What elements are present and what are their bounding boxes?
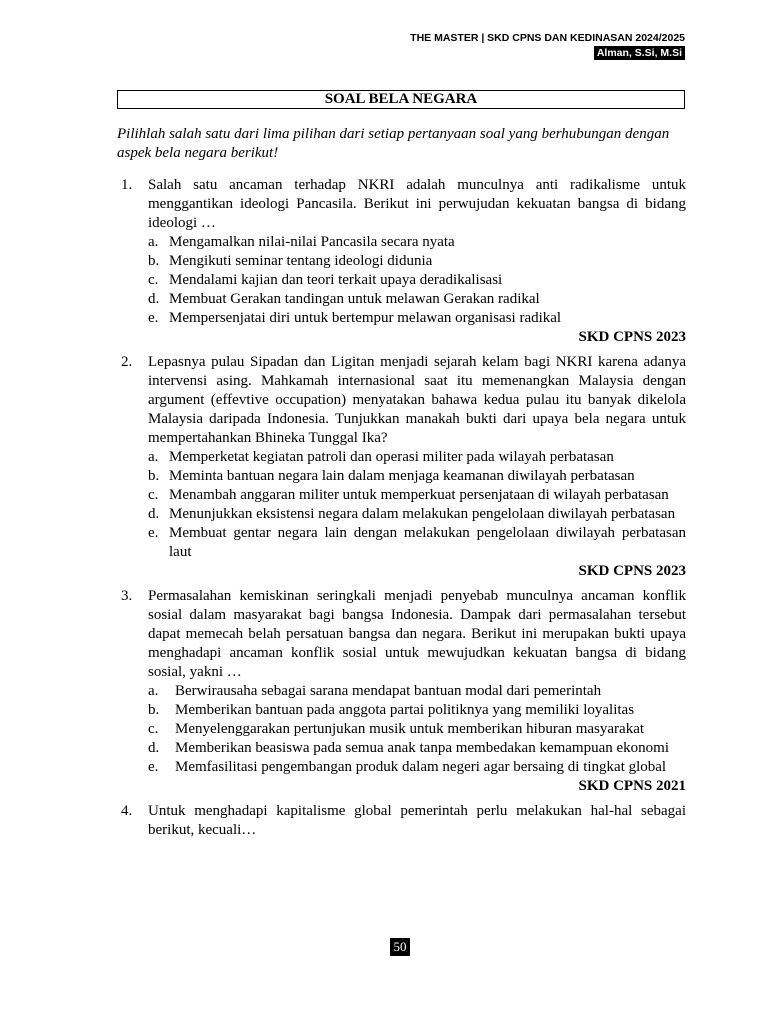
question-number: 2. <box>121 354 133 370</box>
question-text: Permasalahan kemiskinan seringkali menjadi penyebab munculnya ancaman konflik sosial dalam masyarakat bagi bangsa Indonesia. Dampak dari permasalahan tersebut dapat memecah belah persatuan bangsa dan negara. Berikut ini merupakan bukti upaya menghadapi ancaman konflik sosial untuk mewujudkan kekuatan bangsa di bidang sosial, yakni … <box>148 588 686 680</box>
option-text: Mendalami kajian dan teori terkait upaya deradikalisasi <box>169 272 503 288</box>
option-e[interactable] <box>148 758 686 777</box>
question-4 <box>117 802 686 840</box>
question-source: SKD CPNS 2023 <box>578 329 686 345</box>
option-c[interactable] <box>148 486 686 505</box>
option-e[interactable] <box>148 309 686 328</box>
option-d[interactable] <box>148 739 686 758</box>
header-title: THE MASTER | SKD CPNS DAN KEDINASAN 2024/2025 <box>410 32 685 44</box>
option-letter: e. <box>148 759 159 775</box>
option-list <box>148 233 686 328</box>
option-text: Mempersenjatai diri untuk bertempur melawan organisasi radikal <box>169 310 562 326</box>
option-letter: b. <box>148 253 160 269</box>
option-letter: e. <box>148 525 159 541</box>
option-text: Memberikan bantuan pada anggota partai politiknya yang memiliki loyalitas <box>175 702 635 718</box>
option-a[interactable] <box>148 448 686 467</box>
option-text: Mengikuti seminar tentang ideologi didunia <box>169 253 433 269</box>
option-letter: e. <box>148 310 159 326</box>
option-letter: c. <box>148 721 159 737</box>
option-list <box>148 448 686 562</box>
option-text: Menyelenggarakan pertunjukan musik untuk memberikan hiburan masyarakat <box>175 721 645 737</box>
option-b[interactable] <box>148 701 686 720</box>
option-text: Memfasilitasi pengembangan produk dalam negeri agar bersaing di tingkat global <box>175 759 667 775</box>
option-letter: a. <box>148 234 159 250</box>
option-letter: c. <box>148 487 159 503</box>
option-letter: a. <box>148 449 159 465</box>
option-text: Membuat gentar negara lain dengan melakukan pengelolaan diwilayah perbatasan laut <box>169 525 686 560</box>
option-text: Menambah anggaran militer untuk memperkuat persenjataan di wilayah perbatasan <box>169 487 669 503</box>
option-letter: d. <box>148 740 160 756</box>
question-number: 1. <box>121 177 133 193</box>
option-letter: b. <box>148 702 160 718</box>
question-1 <box>117 176 686 347</box>
option-text: Meminta bantuan negara lain dalam menjaga keamanan diwilayah perbatasan <box>169 468 635 484</box>
option-text: Mengamalkan nilai-nilai Pancasila secara nyata <box>169 234 455 250</box>
option-letter: c. <box>148 272 159 288</box>
option-text: Memberikan beasiswa pada semua anak tanpa membedakan kemampuan ekonomi <box>175 740 669 756</box>
page-number-badge: 50 <box>390 938 410 956</box>
option-b[interactable] <box>148 252 686 271</box>
option-d[interactable] <box>148 290 686 309</box>
question-number: 3. <box>121 588 133 604</box>
question-number: 4. <box>121 803 133 819</box>
option-list <box>148 682 686 777</box>
option-text: Memperketat kegiatan patroli dan operasi militer pada wilayah perbatasan <box>169 449 614 465</box>
option-c[interactable] <box>148 720 686 739</box>
question-2 <box>117 353 686 581</box>
option-text: Membuat Gerakan tandingan untuk melawan Gerakan radikal <box>169 291 540 307</box>
question-3 <box>117 587 686 796</box>
option-letter: d. <box>148 291 160 307</box>
question-text: Untuk menghadapi kapitalisme global pemerintah perlu melakukan hal-hal sebagai berikut, kecuali… <box>148 803 686 838</box>
question-text: Salah satu ancaman terhadap NKRI adalah munculnya anti radikalisme untuk menggantikan ideologi Pancasila. Berikut ini perwujudan kekuatan bangsa di bidang ideologi … <box>148 177 686 231</box>
questions-list <box>117 176 686 840</box>
question-text: Lepasnya pulau Sipadan dan Ligitan menjadi sejarah kelam bagi NKRI karena adanya intervensi asing. Mahkamah internasional saat itu memenangkan Malaysia dengan argument (effevtive occupation) menyatakan bahawa kedua pulau itu banyak dikelola Malaysia daripada Indonesia. Tunjukkan manakah bukti dari upaya bela negara untuk mempertahankan Bhineka Tunggal Ika? <box>148 354 686 446</box>
option-a[interactable] <box>148 233 686 252</box>
option-text: Menunjukkan eksistensi negara dalam melakukan pengelolaan diwilayah perbatasan <box>169 506 676 522</box>
option-d[interactable] <box>148 505 686 524</box>
option-c[interactable] <box>148 271 686 290</box>
section-title: SOAL BELA NEGARA <box>117 90 685 109</box>
option-letter: b. <box>148 468 160 484</box>
header-author-badge: Alman, S.Si, M.Si <box>594 46 685 60</box>
option-letter: a. <box>148 683 159 699</box>
page-header <box>410 31 685 60</box>
option-text: Berwirausaha sebagai sarana mendapat bantuan modal dari pemerintah <box>175 683 602 699</box>
option-a[interactable] <box>148 682 686 701</box>
question-source: SKD CPNS 2021 <box>578 778 686 794</box>
instruction-text: Pilihlah salah satu dari lima pilihan dari setiap pertanyaan soal yang berhubungan dengan aspek bela negara berikut! <box>117 126 670 161</box>
option-letter: d. <box>148 506 160 522</box>
option-e[interactable] <box>148 524 686 562</box>
option-b[interactable] <box>148 467 686 486</box>
question-source: SKD CPNS 2023 <box>578 563 686 579</box>
